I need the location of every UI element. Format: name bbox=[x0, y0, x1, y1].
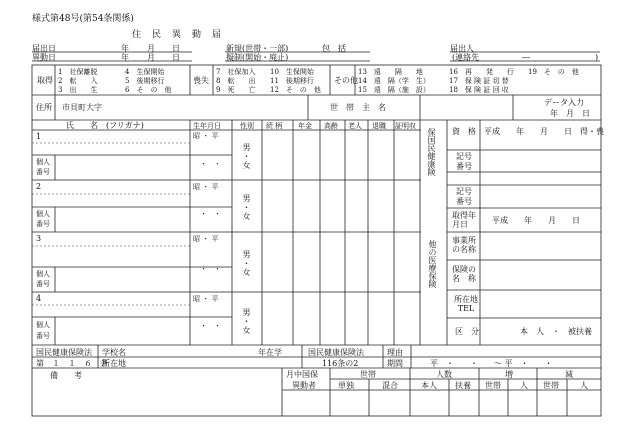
reason-13: 13 遠 隔 地 bbox=[358, 68, 423, 76]
shutoku-ymd-label: 取得年月日 bbox=[452, 211, 476, 229]
bango-2: 番号 bbox=[456, 197, 472, 206]
todoke-hi: 日 bbox=[172, 44, 180, 53]
renraku-dash: ― bbox=[522, 53, 530, 62]
kokuho-ho-label: 国民健康保険法 bbox=[36, 348, 92, 357]
renraku-label: (連絡先 bbox=[452, 53, 480, 62]
reason-18: 18 保 険 証 回 収 bbox=[449, 86, 509, 94]
setai-label: 世帯 bbox=[360, 370, 376, 379]
fuyo-label: 扶養 bbox=[455, 381, 471, 390]
col-gender: 性別 bbox=[240, 122, 254, 130]
tsuki-kokuho-label: 月中国保 bbox=[286, 370, 318, 379]
person-1-gender[interactable]: 男 ・女 bbox=[242, 143, 251, 170]
kubun-value[interactable]: 本 人 ・ 被扶養 bbox=[520, 327, 592, 336]
reason-4: 4 生保開始 bbox=[125, 68, 165, 76]
reason-2: 2 転 入 bbox=[58, 77, 98, 85]
zo-nin-label: 人 bbox=[520, 381, 528, 390]
data-input-label: データ入力 bbox=[544, 98, 584, 107]
ninzu-label: 人数 bbox=[436, 370, 452, 379]
reason-15: 15 遠 隔（施 設） bbox=[358, 86, 430, 94]
person-4-gender[interactable]: 男 ・女 bbox=[242, 308, 251, 335]
person-3-dots: ・ ・ bbox=[200, 265, 221, 273]
other-insurance-vertical: 他の医療保険 bbox=[428, 240, 437, 288]
todokede-label: 届出人 bbox=[450, 44, 474, 53]
reason-1: 1 社保離脱 bbox=[58, 68, 98, 76]
kigo-2: 記号 bbox=[456, 187, 472, 196]
kubun-label: 区 分 bbox=[455, 327, 479, 336]
jo116-2-label: 116条の2 bbox=[322, 359, 359, 368]
shutoku-label: 取得 bbox=[37, 76, 53, 85]
address-value[interactable]: 市貝町大字 bbox=[62, 103, 102, 112]
person-1-dots: ・ ・ bbox=[200, 160, 221, 168]
person-1-bango: 番号 bbox=[36, 168, 50, 176]
tandoku-label: 単独 bbox=[338, 381, 354, 390]
reason-17: 17 保 険 証 切 替 bbox=[449, 77, 509, 85]
person-3-kojin: 個人 bbox=[36, 270, 50, 278]
new-label: 新規(世帯・一部) bbox=[226, 44, 289, 53]
reason-9: 9 死 亡 bbox=[216, 86, 256, 94]
reason-14: 14 遠 隔（学 生） bbox=[358, 77, 430, 85]
person-3-gender[interactable]: 男 ・女 bbox=[242, 250, 251, 277]
reason-5: 5 後期移行 bbox=[125, 77, 165, 85]
renraku-close: ) bbox=[595, 53, 599, 62]
kokuho-vertical: 保国民健康険 bbox=[427, 128, 436, 176]
jigyosho-name-label: 事業所の名称 bbox=[452, 236, 476, 254]
bango-1: 番号 bbox=[456, 162, 472, 171]
person-3-era: 昭 ・ 平 bbox=[193, 235, 219, 243]
person-2-bango: 番号 bbox=[36, 220, 50, 228]
reason-8: 8 転 出 bbox=[216, 77, 256, 85]
col-shomeisho: 証明収 bbox=[395, 122, 416, 130]
person-3-no: 3 bbox=[36, 234, 42, 243]
person-4-no: 4 bbox=[36, 294, 42, 303]
person-4-dots: ・ ・ bbox=[200, 322, 221, 330]
form-number: 様式第48号(第54条関係) bbox=[32, 14, 134, 24]
person-1-kojin: 個人 bbox=[36, 158, 50, 166]
person-1-no: 1 bbox=[36, 132, 42, 141]
todoke-date-label: 届出日 bbox=[32, 44, 56, 53]
kigo-1: 記号 bbox=[456, 152, 472, 161]
kiyaku-label: 擬制(開始・廃止) bbox=[226, 53, 289, 62]
col-rojin: 老人 bbox=[348, 122, 362, 130]
reason-10: 10 生保開始 bbox=[270, 68, 314, 76]
gakko-label: 学校名 bbox=[102, 348, 126, 357]
idosha-label: 異動者 bbox=[292, 381, 316, 390]
shozaichi-tel-label: 所在地TEL bbox=[454, 295, 478, 313]
riyu-label: 理由 bbox=[387, 348, 403, 357]
todoke-tsuki: 月 bbox=[147, 44, 155, 53]
shikaku-date: 平成 年 月 日 得・喪 bbox=[484, 127, 604, 136]
hokatsu-label: 包 括 bbox=[322, 44, 346, 53]
kikan-label: 期間 bbox=[387, 359, 403, 368]
col-koreisha: 高齢 bbox=[324, 122, 338, 130]
shutoku-date: 平成 年 月 日 bbox=[492, 216, 580, 225]
kokuho-ho-2-label: 国民健康保険法 bbox=[308, 348, 364, 357]
form-title: 住 民 異 動 届 bbox=[132, 30, 223, 40]
person-2-kojin: 個人 bbox=[36, 210, 50, 218]
person-2-dots: ・ ・ bbox=[200, 210, 221, 218]
col-taishoku: 退職 bbox=[372, 122, 386, 130]
jo116-label: １ １ ６ 条 bbox=[52, 359, 108, 368]
col-name: 氏 名 (フリガナ) bbox=[66, 121, 144, 130]
reason-3: 3 出 生 bbox=[58, 86, 98, 94]
data-input-date: 年 月 日 bbox=[550, 109, 590, 118]
person-3-bango: 番号 bbox=[36, 280, 50, 288]
ido-nen: 年 bbox=[121, 53, 129, 62]
person-2-era: 昭 ・ 平 bbox=[193, 183, 219, 191]
reason-12: 12 そ の 他 bbox=[270, 86, 321, 94]
ido-date-label: 異動日 bbox=[32, 53, 56, 62]
todoke-nen: 年 bbox=[121, 44, 129, 53]
ido-hi: 日 bbox=[172, 53, 180, 62]
setainushi-label: 世 帯 主 名 bbox=[330, 103, 386, 112]
dai-label: 第 bbox=[36, 359, 44, 368]
ido-tsuki: 月 bbox=[147, 53, 155, 62]
gen-setai-label: 世帯 bbox=[543, 381, 559, 390]
shikaku-label: 資 格 bbox=[452, 127, 476, 136]
zo-label: 増 bbox=[505, 370, 513, 379]
address-label: 住所 bbox=[36, 103, 52, 112]
col-birth: 生年月日 bbox=[193, 122, 221, 130]
col-nenkin: 年金 bbox=[298, 122, 312, 130]
biko-label: 備 考 bbox=[50, 371, 82, 380]
person-4-era: 昭 ・ 平 bbox=[193, 295, 219, 303]
school-shozaichi-label: 所在地 bbox=[102, 359, 126, 368]
kikan-value: 平 ・ ・ 〜 平 ・ ・ bbox=[430, 359, 553, 368]
gen-nin-label: 人 bbox=[580, 381, 588, 390]
reason-11: 11 後期移行 bbox=[270, 77, 314, 85]
person-2-no: 2 bbox=[36, 182, 42, 191]
reason-6: 6 そ の 他 bbox=[125, 86, 172, 94]
person-4-kojin: 個人 bbox=[36, 321, 50, 329]
soshitsu-label: 喪失 bbox=[193, 76, 209, 85]
sonota-label: その他 bbox=[334, 76, 358, 85]
reason-19: 19 そ の 他 bbox=[528, 68, 579, 76]
person-2-gender[interactable]: 男 ・女 bbox=[242, 194, 251, 221]
kongo-label: 混合 bbox=[382, 381, 398, 390]
gen-label: 減 bbox=[565, 370, 573, 379]
person-4-bango: 番号 bbox=[36, 332, 50, 340]
zo-setai-label: 世帯 bbox=[485, 381, 501, 390]
zaigaku-label: 年在学 bbox=[258, 348, 282, 357]
reason-7: 7 社保加入 bbox=[216, 68, 256, 76]
hokensha-name-label: 保険の名 称 bbox=[452, 265, 476, 283]
person-1-era: 昭 ・ 平 bbox=[193, 132, 219, 140]
reason-16: 16 再 発 行 bbox=[449, 68, 514, 76]
col-zokugara: 続 柄 bbox=[266, 122, 283, 130]
honnin-label: 本人 bbox=[421, 381, 437, 390]
